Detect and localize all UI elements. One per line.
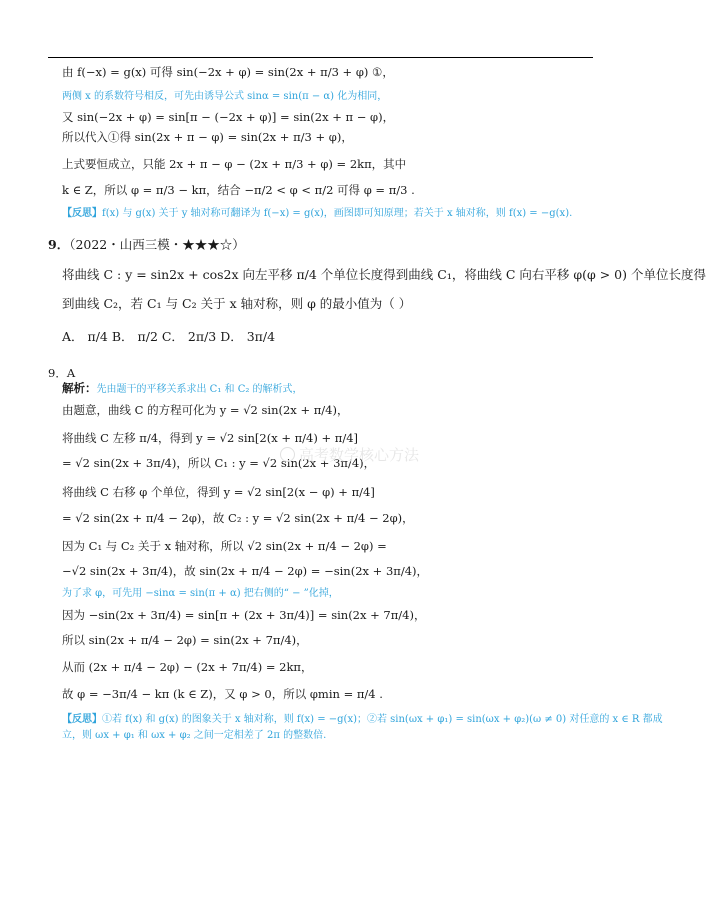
answer-reflection-2: 立，则 ωx + φ₁ 和 ωx + φ₂ 之间一定相差了 2π 的整数倍. <box>62 730 327 741</box>
solution-step-11: 故 φ = −3π/4 − kπ (k ∈ Z)，又 φ > 0，所以 φmin = π/4 . <box>62 687 383 701</box>
prev-note-1: 两侧 x 的系数符号相反，可先由诱导公式 sinα = sin(π − α) 化为相同， <box>62 91 388 102</box>
prev-line-2: 又 sin(−2x + φ) = sin[π − (−2x + φ)] = sin(2x + π − φ)， <box>62 110 395 124</box>
question-source: （2022・山西三模・★★★☆） <box>69 237 245 252</box>
solution-step-3: = √2 sin(2x + 3π/4)，所以 C₁ : y = √2 sin(2x + 3π/4)， <box>62 456 376 470</box>
answer-number: 9．A <box>48 366 76 380</box>
analysis-label: 解析： <box>62 381 97 395</box>
solution-step-4: 将曲线 C 右移 φ 个单位，得到 y = √2 sin[2(x − φ) + π/4] <box>62 485 375 499</box>
prev-line-1: 由 f(−x) = g(x) 可得 sin(−2x + φ) = sin(2x + π/3 + φ) ①， <box>62 65 394 79</box>
prev-line-3: 所以代入①得 sin(2x + π − φ) = sin(2x + π/3 + φ)， <box>62 130 353 144</box>
solution-step-10: 从而 (2x + π/4 − 2φ) − (2x + 7π/4) = 2kπ， <box>62 660 313 674</box>
prev-reflection <box>62 207 572 221</box>
answer-reflection-text: ①若 f(x) 和 g(x) 的图象关于 x 轴对称，则 f(x) = −g(x)；②若 sin(ωx + φ₁) = sin(ωx + φ₂)(ω ≠ 0) 对任意的 x ∈ R 都成 <box>102 714 663 725</box>
answer-reflection-1 <box>62 713 663 727</box>
question-line-1: 将曲线 C : y = sin2x + cos2x 向左平移 π/4 个单位长度得到曲线 C₁，将曲线 C 向右平移 φ(φ > 0) 个单位长度得 <box>62 267 706 282</box>
watermark-logo-icon <box>280 447 295 462</box>
solution-step-5: = √2 sin(2x + π/4 − 2φ)，故 C₂ : y = √2 sin(2x + π/4 − 2φ)， <box>62 511 414 525</box>
prev-line-4: 上式要恒成立，只能 2x + π − φ − (2x + π/3 + φ) = 2kπ，其中 <box>62 157 407 171</box>
question-options: A． π/4 B． π/2 C． 2π/3 D． 3π/4 <box>62 329 276 344</box>
solution-note-2: 为了求 φ，可先用 −sinα = sin(π + α) 把右侧的“ − ”化掉， <box>62 588 339 599</box>
answer-reflection-label: 【反思】 <box>62 714 102 725</box>
solution-step-7: −√2 sin(2x + 3π/4)，故 sin(2x + π/4 − 2φ) = −sin(2x + 3π/4)， <box>62 564 428 578</box>
solution-step-9: 所以 sin(2x + π/4 − 2φ) = sin(2x + 7π/4)， <box>62 633 308 647</box>
question-number: 9． <box>48 237 70 252</box>
header-rule <box>48 57 593 58</box>
analysis-note: 先由题干的平移关系求出 C₁ 和 C₂ 的解析式， <box>96 384 303 395</box>
solution-step-2: 将曲线 C 左移 π/4，得到 y = √2 sin[2(x + π/4) + π/4] <box>62 431 359 445</box>
reflection-label: 【反思】 <box>62 208 102 219</box>
question-line-2: 到曲线 C₂，若 C₁ 与 C₂ 关于 x 轴对称，则 φ 的最小值为（ ） <box>62 296 412 311</box>
question-header <box>48 238 245 252</box>
watermark <box>280 444 419 465</box>
solution-step-6: 因为 C₁ 与 C₂ 关于 x 轴对称，所以 √2 sin(2x + π/4 − 2φ) = <box>62 539 387 553</box>
prev-line-5: k ∈ Z，所以 φ = π/3 − kπ，结合 −π/2 < φ < π/2 可得 φ = π/3 . <box>62 183 415 197</box>
solution-step-1: 由题意，曲线 C 的方程可化为 y = √2 sin(2x + π/4)， <box>62 403 349 417</box>
reflection-text: f(x) 与 g(x) 关于 y 轴对称可翻译为 f(−x) = g(x)，画图即可知原理；若关于 x 轴对称，则 f(x) = −g(x). <box>102 208 573 219</box>
solution-step-8: 因为 −sin(2x + 3π/4) = sin[π + (2x + 3π/4)] = sin(2x + 7π/4)， <box>62 608 426 622</box>
analysis-line <box>62 381 303 397</box>
watermark-text: 高考数学核心方法 <box>299 446 420 464</box>
